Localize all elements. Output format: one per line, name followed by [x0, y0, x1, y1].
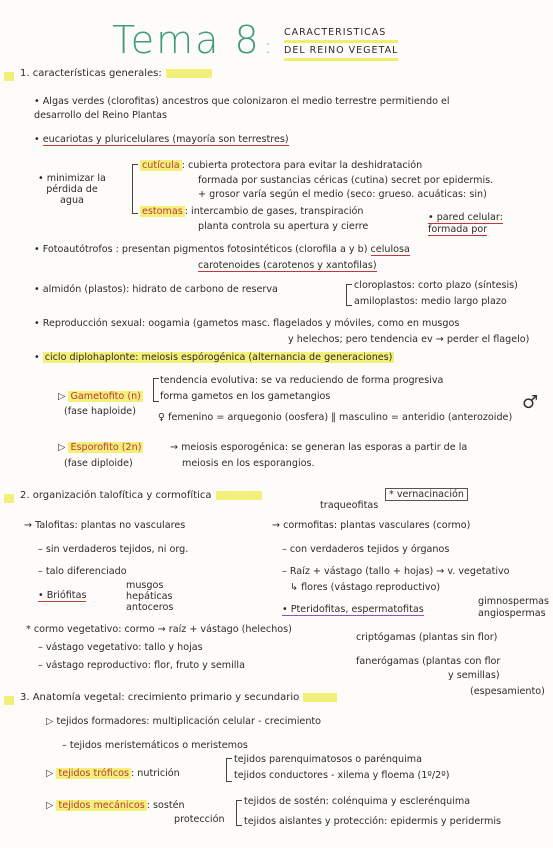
- text-line: meiosis en los esporangios.: [182, 458, 315, 469]
- cormo-vegetativo: * cormo vegetativo: cormo → raíz + vástago (helechos): [26, 624, 292, 635]
- text-line: – tejidos meristemáticos o meristemos: [62, 740, 248, 751]
- text-line: planta controla su apertura y cierre: [198, 221, 369, 232]
- male-symbol-icon: ♂: [522, 392, 539, 413]
- text-line: – sin verdaderos tejidos, ni org.: [38, 544, 189, 555]
- pteridofitas: • Pteridofitas, espermatofitas: [282, 604, 424, 615]
- tejidos-formadores: ▷ tejidos formadores: multiplicación celular - crecimiento: [46, 716, 322, 727]
- text-line: y semillas): [448, 670, 500, 681]
- text-line: – con verdaderos tejidos y órganos: [282, 544, 450, 555]
- page-subtitle: CARACTERISTICAS DEL REINO VEGETAL: [284, 25, 398, 61]
- text-line: protección: [174, 814, 225, 825]
- text-line: desarrollo del Reino Plantas: [34, 110, 168, 121]
- briofitas: • Briófitas: [38, 590, 87, 601]
- text-line: tendencia evolutiva: se va reduciendo de forma progresiva: [160, 375, 444, 386]
- bullet-eucariotas: • eucariotas y pluricelulares (mayoría son terrestres): [34, 134, 289, 145]
- briofitas-types: musgos hepáticas antoceros: [126, 580, 174, 613]
- tejidos-troficos: ▷ tejidos tróficos : nutrición: [46, 768, 180, 779]
- tejidos-mecanicos: ▷ tejidos mecánicos : sostén: [46, 800, 185, 811]
- text-line: – talo diferenciado: [38, 566, 127, 577]
- bullet-almidon: • almidón (plastos): hidrato de carbono de reserva: [34, 284, 278, 295]
- estomas-line: estomas : intercambio de gases, transpiración: [142, 206, 364, 217]
- page-title: Tema 8 :: [112, 18, 274, 62]
- bullet-reproduccion: • Reproducción sexual: oogamia (gametos masc. flagelados y móviles, como en musgos: [34, 318, 460, 329]
- text-line: formada por sustancias céricas (cutina) secret por epidermis.: [198, 175, 494, 186]
- cloroplastos: cloroplastos: corto plazo (síntesis): [354, 280, 518, 291]
- criptogamas: criptógamas (plantas sin flor): [356, 632, 498, 643]
- text-line: tejidos aislantes y protección: epidermis y peridermis: [244, 816, 502, 827]
- text-line: + grosor varía según el medio (seco: grueso. acuáticas: sin): [198, 189, 487, 200]
- section-1-heading: 1. características generales:: [20, 68, 212, 79]
- traqueofitas: traqueofitas: [320, 500, 379, 511]
- cormofitas: → cormofitas: plantas vasculares (cormo): [272, 520, 471, 531]
- gimno-angio: gimnospermas angiospermas: [478, 596, 550, 619]
- text-line: – vástago vegetativo: tallo y hojas: [38, 642, 203, 653]
- minimizar-label: • minimizar la pérdida de agua: [38, 173, 106, 206]
- text-line: – Raíz + vástago (tallo + hojas) → v. vegetativo: [282, 566, 510, 577]
- section-3-heading: 3. Anatomía vegetal: crecimiento primario y secundario: [20, 692, 337, 703]
- text-line: (fase diploide): [64, 458, 133, 469]
- vernacinacion-box: * vernacinación: [385, 489, 468, 501]
- talofitas: → Talofitas: plantas no vasculares: [24, 520, 186, 531]
- section-2-heading: 2. organización talofítica y cormofítica: [20, 490, 262, 501]
- text-line: – vástago reproductivo: flor, fruto y semilla: [38, 660, 245, 671]
- fanerogamas: fanerógamas (plantas con flor: [356, 656, 501, 667]
- text-line: tejidos de sostén: colénquima y esclerénquima: [244, 796, 471, 807]
- text-line: → meiosis esporogénica: se generan las esporas a partir de la: [170, 442, 468, 453]
- esporofito-label: ▷ Esporofito (2n): [58, 442, 142, 453]
- bullet-algas: • Algas verdes (clorofitas) ancestros que colonizaron el medio terrestre permitiendo el: [34, 96, 450, 107]
- espesamiento: (espesamiento): [470, 686, 545, 697]
- text-line: y helechos; pero tendencia ev → perder el flagelo): [288, 334, 530, 345]
- amiloplastos: amiloplastos: medio largo plazo: [354, 296, 507, 307]
- cuticula-line: cutícula : cubierta protectora para evitar la deshidratación: [142, 160, 423, 171]
- text-line: ♀ femenino = arquegonio (oosfera) ‖ masculino = anteridio (anterozoide): [158, 412, 513, 423]
- carotenoides: carotenoides (carotenos y xantofilas): [198, 260, 377, 271]
- text-line: forma gametos en los gametangios: [160, 391, 331, 402]
- pared-celular: • pared celular: formada por: [428, 212, 503, 235]
- text-line: (fase haploide): [64, 406, 136, 417]
- text-line: tejidos parenquimatosos o parénquima: [234, 754, 422, 765]
- text-line: tejidos conductores - xilema y floema (1º/2º): [234, 770, 450, 781]
- text-line: ↳ flores (vástago reproductivo): [290, 582, 441, 593]
- gametofito-label: ▷ Gametofito (n): [58, 391, 141, 402]
- bullet-ciclo: • ciclo diplohaplonte: meiosis espórogénica (alternancia de generaciones): [34, 352, 393, 363]
- bullet-fotoautotrofos: • Fotoautótrofos : presentan pigmentos fotosintéticos (clorofila a y b) celulosa: [34, 244, 410, 255]
